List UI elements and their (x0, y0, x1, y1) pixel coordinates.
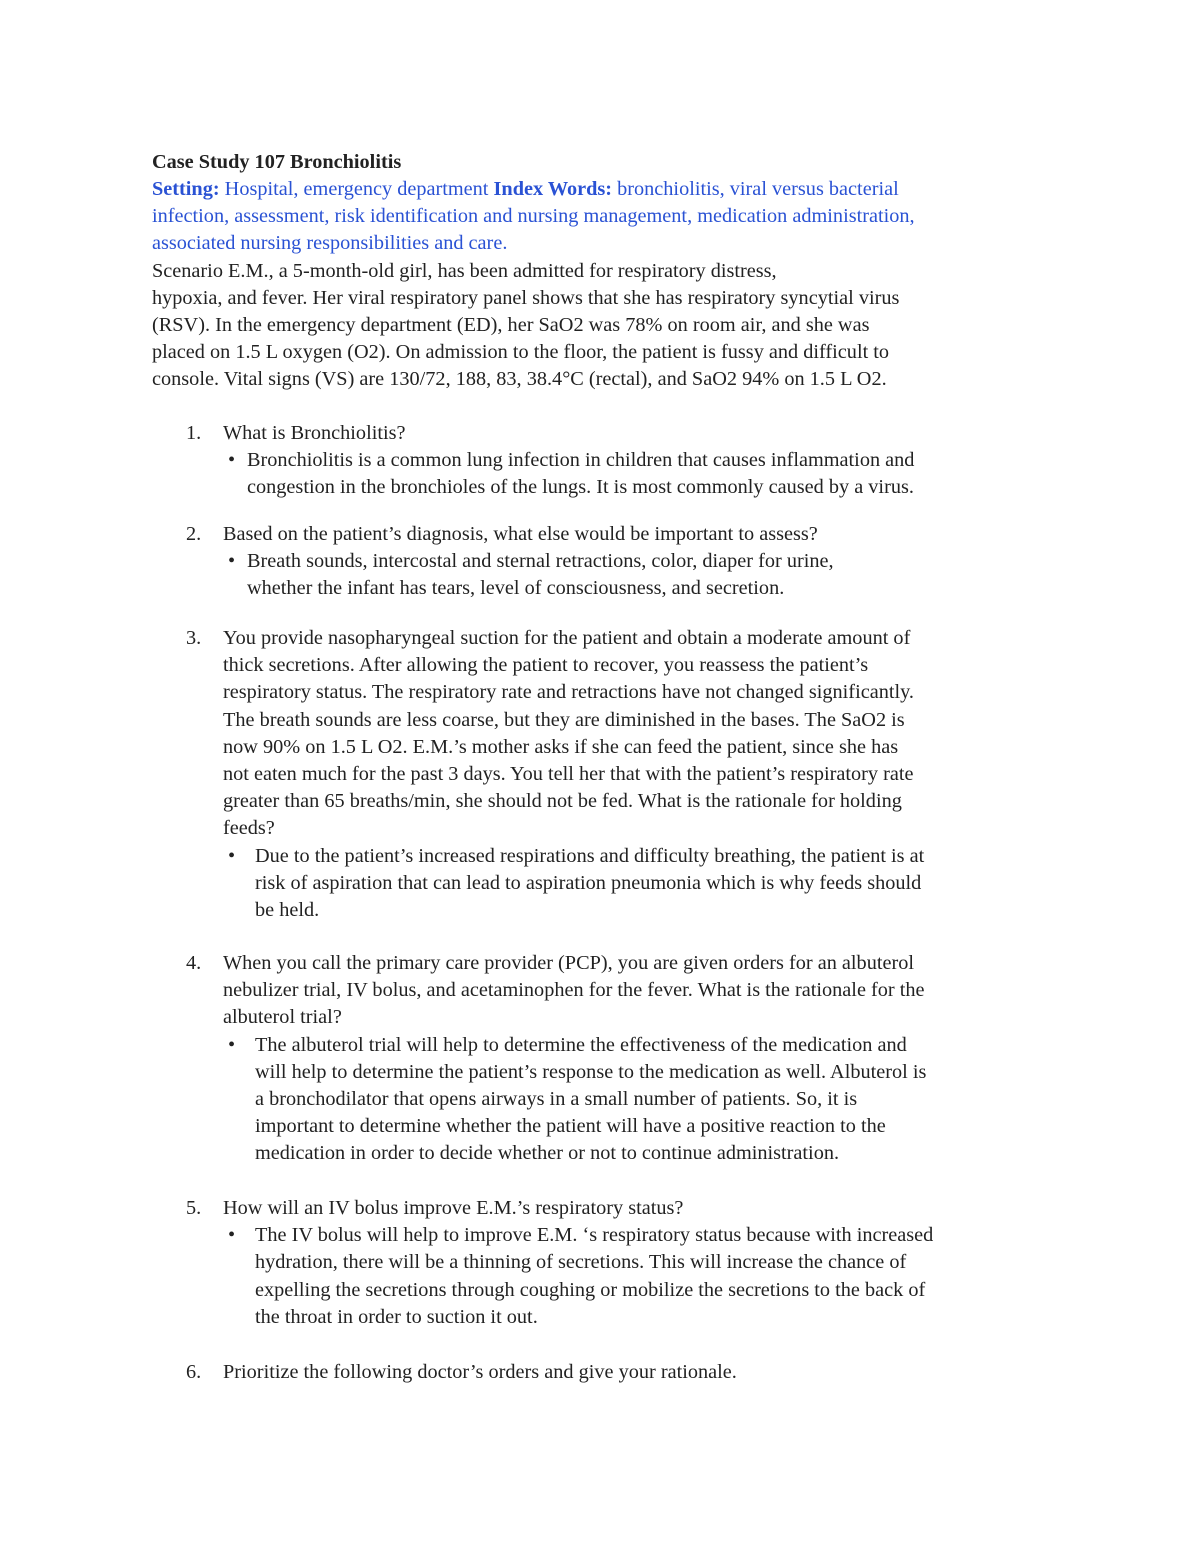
scenario-line: console. Vital signs (VS) are 130/72, 188, 83, 38.4°C (rectal), and SaO2 94% on 1.5 L O2. (152, 368, 887, 391)
index-words-line: infection, assessment, risk identification and nursing management, medication administration, (152, 205, 915, 228)
scenario-paragraph (152, 258, 1052, 394)
question-item-4 (152, 950, 1052, 1168)
answer-bullet (228, 447, 1052, 501)
scenario-line: (RSV). In the emergency department (ED), her SaO2 was 78% on room air, and she was (152, 314, 870, 337)
question-item-5 (152, 1195, 1052, 1331)
answer-text: The albuterol trial will help to determine the effectiveness of the medication and will help to determine the patient’s response to the medication as well. Albuterol is a bronchodilator that opens airways in a small number of patients. So, it is important to determine whether the patient will have a positive reaction to the medication in order to decide whether or not to continue administration. (255, 1033, 927, 1165)
bullet-marker: • (228, 844, 236, 867)
question-text: You provide nasopharyngeal suction for the patient and obtain a moderate amount of thick secretions. After allowing the patient to recover, you reassess the patient’s respiratory status. The respiratory rate and retractions have not changed significantly. The breath sounds are less coarse, but they are diminished in the bases. The SaO2 is now 90% on 1.5 L O2. E.M.’s mother asks if she can feed the patient, since she has not eaten much for the past 3 days. You tell her that with the patient’s respiratory rate greater than 65 breaths/min, she should not be fed. What is the rationale for holding feeds? (223, 627, 915, 840)
question-number: 3. (186, 627, 202, 649)
question-item-6 (152, 1359, 1052, 1386)
question-text: Based on the patient’s diagnosis, what else would be important to assess? (223, 523, 818, 545)
question-number: 4. (186, 952, 202, 974)
index-words-line: bronchiolitis, viral versus bacterial (612, 178, 899, 200)
question-number: 2. (186, 523, 202, 545)
question-text: What is Bronchiolitis? (223, 422, 406, 444)
question-item-3 (152, 625, 1052, 924)
case-intro (152, 176, 1052, 394)
question-text: Prioritize the following doctor’s orders and give your rationale. (223, 1361, 737, 1383)
scenario-line: Scenario E.M., a 5-month-old girl, has been admitted for respiratory distress, (152, 259, 777, 282)
question-number: 1. (186, 422, 202, 444)
answer-text: Due to the patient’s increased respirations and difficulty breathing, the patient is at risk of aspiration that can lead to aspiration pneumonia which is why feeds should be held. (255, 844, 925, 922)
setting-value: Hospital, emergency department (219, 178, 494, 200)
answer-bullet (228, 843, 1052, 925)
bullet-marker: • (228, 1224, 236, 1247)
answer-text: The IV bolus will help to improve E.M. ‘s respiratory status because with increased hydration, there will be a thinning of secretions. This will increase the chance of expelling the secretions through coughing or mobilize the secretions to the back of the throat in order to suction it out. (255, 1224, 934, 1328)
question-item-2 (152, 521, 1052, 603)
document-title: Case Study 107 Bronchiolitis (152, 151, 402, 173)
question-text: When you call the primary care provider (PCP), you are given orders for an albuterol nebulizer trial, IV bolus, and acetaminophen for the fever. What is the rationale for the albuterol trial? (223, 952, 925, 1029)
scenario-line: placed on 1.5 L oxygen (O2). On admission to the floor, the patient is fussy and difficult to (152, 341, 890, 364)
answer-bullet (228, 548, 1052, 602)
setting-label: Setting: (152, 178, 220, 200)
question-number: 5. (186, 1197, 202, 1219)
setting-block (152, 176, 1052, 258)
question-text: How will an IV bolus improve E.M.’s respiratory status? (223, 1197, 684, 1219)
bullet-marker: • (228, 550, 236, 573)
index-words-line: associated nursing responsibilities and care. (152, 232, 508, 255)
question-number: 6. (186, 1361, 202, 1383)
bullet-marker: • (228, 449, 236, 472)
scenario-line: hypoxia, and fever. Her viral respiratory panel shows that she has respiratory syncytial virus (152, 286, 900, 309)
answer-text: Bronchiolitis is a common lung infection in children that causes inflammation and congestion in the bronchioles of the lungs. It is most commonly caused by a virus. (247, 449, 915, 499)
answer-text: Breath sounds, intercostal and sternal retractions, color, diaper for urine, whether the infant has tears, level of consciousness, and secretion. (247, 550, 834, 600)
index-words-label: Index Words: (493, 178, 613, 200)
answer-bullet (228, 1032, 1052, 1168)
bullet-marker: • (228, 1033, 236, 1056)
question-item-1 (152, 420, 1052, 502)
answer-bullet (228, 1222, 1052, 1331)
